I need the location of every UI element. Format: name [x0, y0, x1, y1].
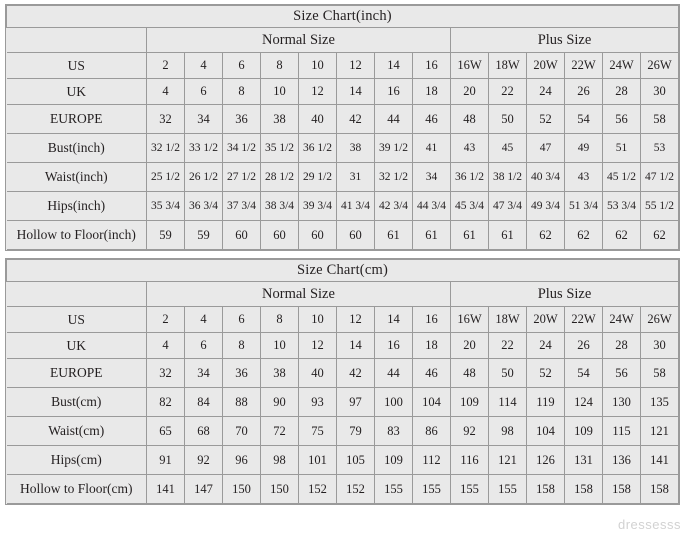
cell-value: 155	[489, 475, 527, 504]
cell-value: 34	[185, 359, 223, 388]
cell-value: 16	[375, 333, 413, 359]
cell-value: 38	[337, 134, 375, 163]
cell-value: 35 1/2	[261, 134, 299, 163]
cell-value: 20	[451, 79, 489, 105]
cell-value: 45 3/4	[451, 192, 489, 221]
cell-value: 60	[299, 221, 337, 250]
cell-value: 72	[261, 417, 299, 446]
cell-value: 24	[527, 333, 565, 359]
table-row	[7, 333, 679, 359]
cell-value: 90	[261, 388, 299, 417]
size-table-cm	[6, 259, 679, 504]
cell-value: 70	[223, 417, 261, 446]
group-plus-size: Plus Size	[451, 282, 679, 307]
cell-value: 4	[185, 53, 223, 79]
cell-value: 38 1/2	[489, 163, 527, 192]
corner-cell	[7, 282, 147, 307]
cell-value: 49 3/4	[527, 192, 565, 221]
cell-value: 60	[337, 221, 375, 250]
cell-value: 8	[261, 307, 299, 333]
cell-value: 44	[375, 105, 413, 134]
cell-value: 100	[375, 388, 413, 417]
cell-value: 4	[147, 79, 185, 105]
cell-value: 24W	[603, 307, 641, 333]
cell-value: 131	[565, 446, 603, 475]
cell-value: 79	[337, 417, 375, 446]
cell-value: 6	[223, 307, 261, 333]
cell-value: 16W	[451, 307, 489, 333]
cell-value: 14	[375, 307, 413, 333]
cell-value: 155	[413, 475, 451, 504]
cell-value: 158	[527, 475, 565, 504]
row-label: US	[7, 53, 147, 79]
cell-value: 28	[603, 333, 641, 359]
cell-value: 22W	[565, 53, 603, 79]
row-label: EUROPE	[7, 359, 147, 388]
cell-value: 8	[223, 79, 261, 105]
cell-value: 109	[375, 446, 413, 475]
row-label: Waist(inch)	[7, 163, 147, 192]
cell-value: 30	[641, 333, 679, 359]
size-chart-cm	[5, 258, 680, 505]
cell-value: 12	[337, 53, 375, 79]
row-label: Bust(cm)	[7, 388, 147, 417]
cell-value: 12	[299, 79, 337, 105]
cell-value: 12	[299, 333, 337, 359]
cell-value: 54	[565, 359, 603, 388]
table-row	[7, 388, 679, 417]
cell-value: 52	[527, 359, 565, 388]
cell-value: 27 1/2	[223, 163, 261, 192]
cell-value: 92	[185, 446, 223, 475]
cell-value: 50	[489, 105, 527, 134]
cell-value: 116	[451, 446, 489, 475]
cell-value: 26 1/2	[185, 163, 223, 192]
cell-value: 16	[413, 53, 451, 79]
cell-value: 45	[489, 134, 527, 163]
cell-value: 101	[299, 446, 337, 475]
cell-value: 158	[565, 475, 603, 504]
cell-value: 10	[261, 79, 299, 105]
cell-value: 59	[147, 221, 185, 250]
row-label: US	[7, 307, 147, 333]
cell-value: 61	[375, 221, 413, 250]
cell-value: 28	[603, 79, 641, 105]
cell-value: 53 3/4	[603, 192, 641, 221]
cell-value: 34 1/2	[223, 134, 261, 163]
cell-value: 109	[451, 388, 489, 417]
group-header-row	[7, 28, 679, 53]
cell-value: 29 1/2	[299, 163, 337, 192]
cell-value: 48	[451, 105, 489, 134]
cell-value: 33 1/2	[185, 134, 223, 163]
cell-value: 20W	[527, 53, 565, 79]
chart-title: Size Chart(cm)	[7, 260, 679, 282]
cell-value: 55 1/2	[641, 192, 679, 221]
cell-value: 46	[413, 105, 451, 134]
cell-value: 43	[565, 163, 603, 192]
cell-value: 62	[527, 221, 565, 250]
cell-value: 91	[147, 446, 185, 475]
cell-value: 50	[489, 359, 527, 388]
cell-value: 16W	[451, 53, 489, 79]
chart-title: Size Chart(inch)	[7, 6, 679, 28]
cell-value: 62	[603, 221, 641, 250]
cell-value: 20W	[527, 307, 565, 333]
cell-value: 46	[413, 359, 451, 388]
cell-value: 26W	[641, 53, 679, 79]
cell-value: 22	[489, 79, 527, 105]
cell-value: 26W	[641, 307, 679, 333]
cell-value: 51 3/4	[565, 192, 603, 221]
cell-value: 47 3/4	[489, 192, 527, 221]
table-row	[7, 475, 679, 504]
cell-value: 114	[489, 388, 527, 417]
cell-value: 28 1/2	[261, 163, 299, 192]
cell-value: 75	[299, 417, 337, 446]
cell-value: 24	[527, 79, 565, 105]
cell-value: 14	[375, 53, 413, 79]
cell-value: 61	[451, 221, 489, 250]
cell-value: 36 1/2	[451, 163, 489, 192]
cell-value: 52	[527, 105, 565, 134]
cell-value: 56	[603, 105, 641, 134]
cell-value: 18	[413, 333, 451, 359]
cell-value: 30	[641, 79, 679, 105]
cell-value: 86	[413, 417, 451, 446]
cell-value: 40 3/4	[527, 163, 565, 192]
cell-value: 62	[565, 221, 603, 250]
cell-value: 40	[299, 359, 337, 388]
cell-value: 44 3/4	[413, 192, 451, 221]
cell-value: 136	[603, 446, 641, 475]
row-label: Hollow to Floor(inch)	[7, 221, 147, 250]
table-row	[7, 105, 679, 134]
cell-value: 42 3/4	[375, 192, 413, 221]
group-plus-size: Plus Size	[451, 28, 679, 53]
cell-value: 45 1/2	[603, 163, 641, 192]
cell-value: 26	[565, 333, 603, 359]
cell-value: 2	[147, 307, 185, 333]
table-title-row	[7, 6, 679, 28]
cell-value: 58	[641, 105, 679, 134]
cell-value: 22	[489, 333, 527, 359]
cell-value: 112	[413, 446, 451, 475]
cell-value: 98	[261, 446, 299, 475]
cell-value: 43	[451, 134, 489, 163]
cell-value: 8	[261, 53, 299, 79]
cell-value: 115	[603, 417, 641, 446]
cell-value: 56	[603, 359, 641, 388]
group-normal-size: Normal Size	[147, 282, 451, 307]
cell-value: 6	[223, 53, 261, 79]
cell-value: 38	[261, 105, 299, 134]
table-row	[7, 192, 679, 221]
cell-value: 155	[375, 475, 413, 504]
cell-value: 105	[337, 446, 375, 475]
cell-value: 44	[375, 359, 413, 388]
size-chart-inch	[5, 4, 680, 251]
cell-value: 84	[185, 388, 223, 417]
cell-value: 62	[641, 221, 679, 250]
table-row	[7, 163, 679, 192]
cell-value: 135	[641, 388, 679, 417]
cell-value: 34	[185, 105, 223, 134]
cell-value: 158	[603, 475, 641, 504]
cell-value: 155	[451, 475, 489, 504]
cell-value: 4	[185, 307, 223, 333]
table-row	[7, 417, 679, 446]
cell-value: 68	[185, 417, 223, 446]
cell-value: 83	[375, 417, 413, 446]
cell-value: 51	[603, 134, 641, 163]
cell-value: 58	[641, 359, 679, 388]
group-normal-size: Normal Size	[147, 28, 451, 53]
cell-value: 65	[147, 417, 185, 446]
cell-value: 10	[261, 333, 299, 359]
cell-value: 104	[413, 388, 451, 417]
cell-value: 36	[223, 105, 261, 134]
cell-value: 32	[147, 359, 185, 388]
watermark: dressesss	[617, 517, 681, 532]
cell-value: 130	[603, 388, 641, 417]
group-header-row	[7, 282, 679, 307]
cell-value: 25 1/2	[147, 163, 185, 192]
cell-value: 36	[223, 359, 261, 388]
cell-value: 36 3/4	[185, 192, 223, 221]
cell-value: 22W	[565, 307, 603, 333]
cell-value: 82	[147, 388, 185, 417]
cell-value: 32 1/2	[375, 163, 413, 192]
cell-value: 8	[223, 333, 261, 359]
cell-value: 10	[299, 53, 337, 79]
size-chart-page	[0, 4, 685, 533]
cell-value: 34	[413, 163, 451, 192]
cell-value: 96	[223, 446, 261, 475]
cell-value: 42	[337, 359, 375, 388]
cell-value: 26	[565, 79, 603, 105]
cell-value: 93	[299, 388, 337, 417]
cell-value: 98	[489, 417, 527, 446]
cell-value: 109	[565, 417, 603, 446]
cell-value: 14	[337, 79, 375, 105]
cell-value: 152	[337, 475, 375, 504]
row-label: Hips(cm)	[7, 446, 147, 475]
cell-value: 42	[337, 105, 375, 134]
table-row	[7, 79, 679, 105]
cell-value: 38	[261, 359, 299, 388]
cell-value: 41 3/4	[337, 192, 375, 221]
cell-value: 97	[337, 388, 375, 417]
cell-value: 121	[489, 446, 527, 475]
cell-value: 49	[565, 134, 603, 163]
table-row	[7, 134, 679, 163]
row-label: Waist(cm)	[7, 417, 147, 446]
cell-value: 119	[527, 388, 565, 417]
cell-value: 6	[185, 79, 223, 105]
row-label: Hips(inch)	[7, 192, 147, 221]
cell-value: 54	[565, 105, 603, 134]
cell-value: 6	[185, 333, 223, 359]
cell-value: 126	[527, 446, 565, 475]
cell-value: 152	[299, 475, 337, 504]
cell-value: 4	[147, 333, 185, 359]
corner-cell	[7, 28, 147, 53]
cell-value: 150	[261, 475, 299, 504]
cell-value: 36 1/2	[299, 134, 337, 163]
table-row	[7, 307, 679, 333]
cell-value: 59	[185, 221, 223, 250]
cell-value: 150	[223, 475, 261, 504]
cell-value: 2	[147, 53, 185, 79]
cell-value: 18W	[489, 307, 527, 333]
cell-value: 48	[451, 359, 489, 388]
cell-value: 60	[223, 221, 261, 250]
cell-value: 14	[337, 333, 375, 359]
cell-value: 16	[413, 307, 451, 333]
table-row	[7, 53, 679, 79]
row-label: UK	[7, 333, 147, 359]
cell-value: 12	[337, 307, 375, 333]
cell-value: 10	[299, 307, 337, 333]
cell-value: 141	[641, 446, 679, 475]
cell-value: 61	[489, 221, 527, 250]
cell-value: 35 3/4	[147, 192, 185, 221]
table-row	[7, 446, 679, 475]
cell-value: 60	[261, 221, 299, 250]
cell-value: 47 1/2	[641, 163, 679, 192]
table-row	[7, 221, 679, 250]
cell-value: 41	[413, 134, 451, 163]
cell-value: 32 1/2	[147, 134, 185, 163]
row-label: Hollow to Floor(cm)	[7, 475, 147, 504]
size-table-inch	[6, 5, 679, 250]
cell-value: 147	[185, 475, 223, 504]
cell-value: 104	[527, 417, 565, 446]
cell-value: 38 3/4	[261, 192, 299, 221]
cell-value: 124	[565, 388, 603, 417]
row-label: UK	[7, 79, 147, 105]
cell-value: 53	[641, 134, 679, 163]
cell-value: 16	[375, 79, 413, 105]
cell-value: 141	[147, 475, 185, 504]
cell-value: 40	[299, 105, 337, 134]
cell-value: 24W	[603, 53, 641, 79]
cell-value: 121	[641, 417, 679, 446]
table-title-row	[7, 260, 679, 282]
row-label: Bust(inch)	[7, 134, 147, 163]
cell-value: 32	[147, 105, 185, 134]
cell-value: 92	[451, 417, 489, 446]
cell-value: 39 3/4	[299, 192, 337, 221]
table-row	[7, 359, 679, 388]
cell-value: 61	[413, 221, 451, 250]
cell-value: 47	[527, 134, 565, 163]
cell-value: 37 3/4	[223, 192, 261, 221]
row-label: EUROPE	[7, 105, 147, 134]
cell-value: 18W	[489, 53, 527, 79]
cell-value: 88	[223, 388, 261, 417]
cell-value: 158	[641, 475, 679, 504]
cell-value: 18	[413, 79, 451, 105]
cell-value: 20	[451, 333, 489, 359]
cell-value: 31	[337, 163, 375, 192]
cell-value: 39 1/2	[375, 134, 413, 163]
